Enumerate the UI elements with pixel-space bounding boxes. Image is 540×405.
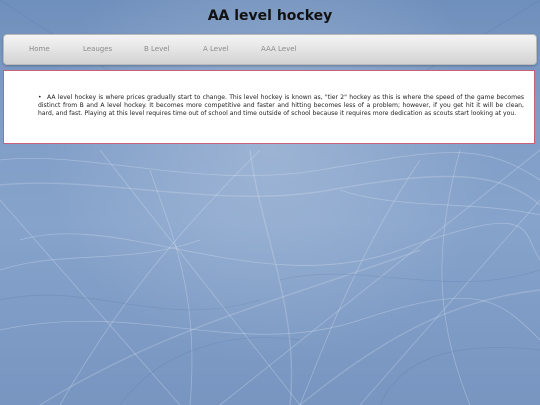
nav-home-link[interactable]: Home [29,45,50,53]
nav-aaa-level-link[interactable]: AAA Level [261,45,297,53]
content-paragraph: AA level hockey is where prices gradually start to change. This level hockey is known as, "tier 2" hockey as this is where the speed of the game becomes distinct from B and A level hockey. It becomes more competitive and faster and hitting becomes less of a problem; however, if you get hit it will be clean, hard, and fast. Playing at this level requires time out of school and time outside of school because it requires more dedication as scouts start looking at you. [38,94,524,117]
nav-bar [3,34,537,65]
list-item [38,94,524,118]
content-list [38,94,524,118]
bullet-icon: • [38,94,42,101]
nav-b-level-link[interactable]: B Level [144,45,170,53]
content-panel [3,70,535,144]
nav-leagues-link[interactable]: Leauges [83,45,113,53]
page-title: AA level hockey [207,8,333,24]
nav-a-level-link[interactable]: A Level [203,45,229,53]
